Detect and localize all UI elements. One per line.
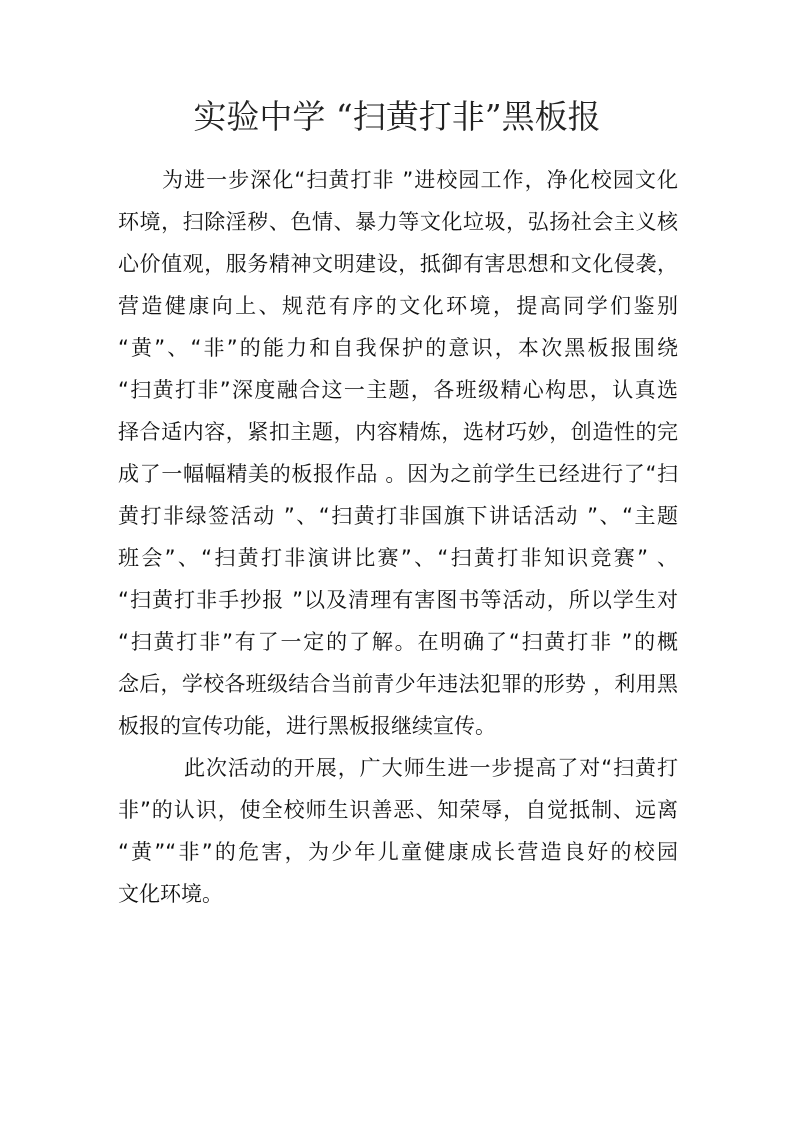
body-line: 黄打非绿签活动 ”、“扫黄打非国旗下讲话活动 ”、“主题: [118, 504, 678, 528]
body-line: “扫黄打非”有了一定的了解。在明确了“扫黄打非 ”的概: [118, 630, 678, 654]
body-line: 板报的宣传功能，进行黑板报继续宣传。: [118, 714, 496, 738]
body-line: 择合适内容，紧扣主题，内容精炼，选材巧妙，创造性的完: [118, 420, 678, 444]
body-line: 班会”、“扫黄打非演讲比赛”、“扫黄打非知识竞赛” 、: [118, 546, 678, 570]
body-line: “扫黄打非手抄报 ”以及清理有害图书等活动，所以学生对: [118, 588, 678, 612]
body-line: 念后，学校各班级结合当前青少年违法犯罪的形势 ，利用黑: [118, 672, 678, 696]
document-title: 实验中学 “扫黄打非”黑板报: [193, 97, 601, 136]
body-line: 为进一步深化“扫黄打非 ”进校园工作，净化校园文化: [162, 168, 678, 192]
body-line: 营造健康向上、规范有序的文化环境，提高同学们鉴别: [118, 294, 678, 318]
body-line: “黄”“非”的危害，为少年儿童健康成长营造良好的校园: [118, 840, 678, 864]
body-line: “黄”、“非”的能力和自我保护的意识，本次黑板报围绕: [118, 336, 678, 360]
body-line: 成了一幅幅精美的板报作品 。因为之前学生已经进行了“扫: [118, 462, 678, 486]
body-line: “扫黄打非”深度融合这一主题，各班级精心构思，认真选: [118, 378, 678, 402]
document-body: [118, 164, 678, 920]
body-line: 文化环境。: [118, 882, 223, 906]
body-line: 心价值观，服务精神文明建设，抵御有害思想和文化侵袭，: [118, 252, 678, 276]
body-line: 非”的认识，使全校师生识善恶、知荣辱，自觉抵制、远离: [118, 798, 678, 822]
body-line: 环境，扫除淫秽、色情、暴力等文化垃圾，弘扬社会主义核: [118, 210, 678, 234]
body-line: 此次活动的开展，广大师生进一步提高了对“扫黄打: [184, 756, 678, 780]
